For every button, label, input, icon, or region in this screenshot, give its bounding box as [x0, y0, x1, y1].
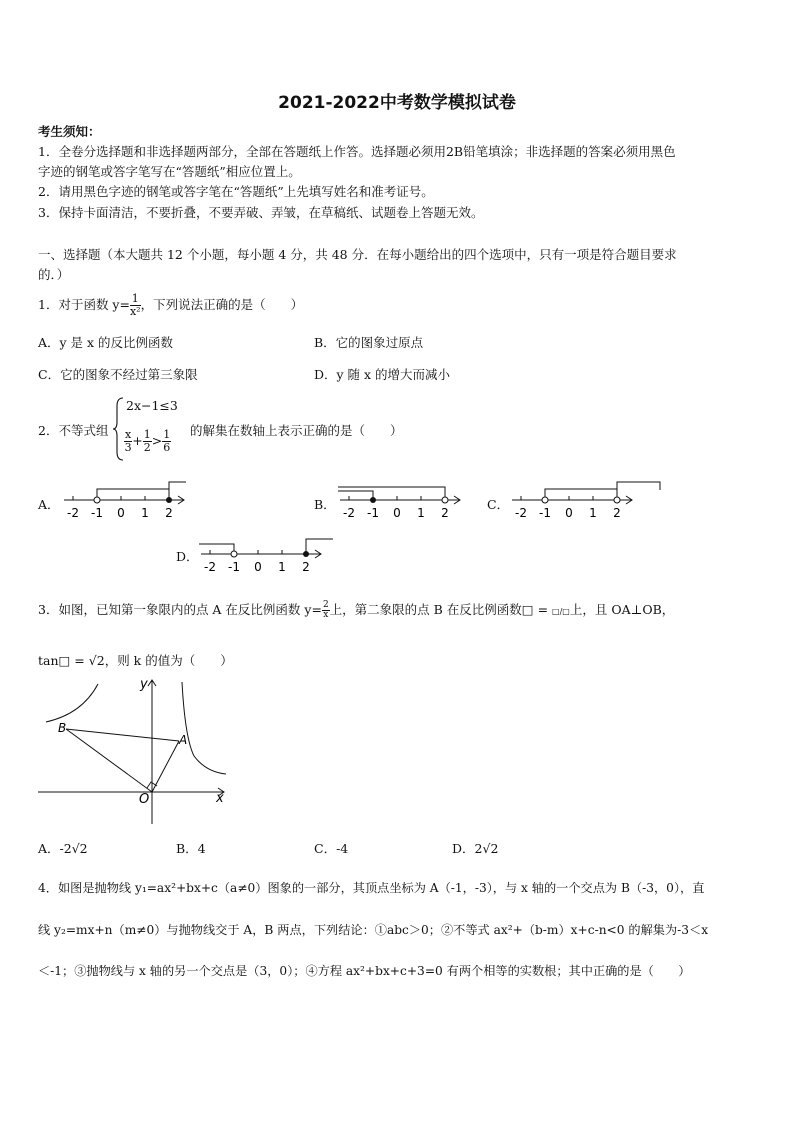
q1-prefix: 1．对于函数 y= — [38, 297, 130, 312]
q3-option-a[interactable]: A．-2√2 — [38, 841, 88, 856]
tick-label: 0 — [117, 506, 125, 520]
tick-label: -2 — [343, 506, 355, 520]
tick-label: -1 — [91, 506, 103, 520]
q1-fraction: $\frac{1}{\text{x²}}$ — [129, 292, 141, 318]
tick-label: -1 — [539, 506, 551, 520]
question-1-stem — [38, 288, 303, 322]
q2-frac-3: $\frac{1}{6}$ — [163, 428, 171, 454]
tick-label: 0 — [254, 560, 262, 574]
tick-label: -2 — [515, 506, 527, 520]
q2-option-a-label[interactable]: A． — [38, 497, 60, 512]
q3-option-b[interactable]: B．4 — [176, 841, 206, 856]
q2-option-b-number-line[interactable] — [336, 478, 466, 522]
question-4-line-1: 4．如图是抛物线 y₁=ax²+bx+c（a≠0）图象的一部分，其顶点坐标为 A（-1，-3），与 x 轴的一个交点为 B（-3，0），直 — [38, 881, 705, 895]
q1-option-c[interactable]: C．它的图象不经过第三象限 — [38, 367, 198, 382]
q3-option-c[interactable]: C．-4 — [314, 841, 349, 856]
point-b-label: B — [58, 721, 67, 735]
q2-frac-2: $\frac{1}{2}$ — [143, 428, 151, 454]
origin-label: O — [139, 792, 150, 807]
tick-label: 2 — [441, 506, 449, 520]
q2-option-c-number-line[interactable] — [508, 478, 663, 522]
q1-option-a[interactable]: A．y 是 x 的反比例函数 — [38, 335, 174, 350]
tick-label: 0 — [565, 506, 573, 520]
q2-frac-1: $\frac{x}{3}$ — [124, 428, 132, 454]
tick-label: -1 — [228, 560, 240, 574]
tick-label: 2 — [613, 506, 621, 520]
question-4-line-3: ＜-1；③抛物线与 x 轴的另一个交点是（3，0）；④方程 ax²+bx+c+3=0 有两个相等的实数根；其中正确的是（ ） — [38, 964, 691, 978]
tick-label: -2 — [204, 560, 216, 574]
section-heading-line-2: 的．） — [38, 267, 70, 282]
q2-option-c-label[interactable]: C． — [487, 497, 510, 512]
tick-label: 0 — [393, 506, 401, 520]
tick-label: 2 — [302, 560, 310, 574]
q1-suffix: ，下列说法正确的是（ ） — [140, 297, 304, 312]
notice-line-1b: 字迹的钢笔或答字笔写在“答题纸”相应位置上。 — [38, 164, 301, 179]
question-4-line-2: 线 y₂=mx+n（m≠0）与抛物线交于 A，B 两点，下列结论：①abc＞0；②不等式 ax²+（b-m）x+c-n<0 的解集为-3＜x — [38, 923, 709, 937]
section-heading-line-1: 一、选择题（本大题共 12 个小题，每小题 4 分，共 48 分．在每小题给出的四个选项中，只有一项是符合题目要求 — [38, 247, 677, 262]
y-axis-label: y — [140, 677, 148, 692]
q2-option-b-label[interactable]: B． — [314, 497, 336, 512]
notice-heading: 考生须知： — [38, 124, 101, 139]
page-title: 2021-2022中考数学模拟试卷 — [278, 93, 516, 113]
curve-second-quadrant — [46, 684, 98, 722]
question-3-stem-line-2: tan□ = √2，则 k 的值为（ ） — [38, 653, 233, 668]
tick-label: -2 — [67, 506, 79, 520]
notice-line-2: 2．请用黑色字迹的钢笔或答字笔在“答题纸”上先填写姓名和准考证号。 — [38, 184, 434, 199]
q2-option-d-number-line[interactable] — [197, 532, 337, 576]
notice-line-3: 3．保持卡面清洁，不要折叠，不要弄破、弄皱，在草稿纸、试题卷上答题无效。 — [38, 205, 484, 220]
q3-fraction: $\frac{2}{x}$ — [322, 600, 329, 620]
tick-label: 1 — [589, 506, 597, 520]
q2-option-a-number-line[interactable] — [60, 478, 190, 522]
sqrt-2: √2 — [88, 653, 105, 668]
notice-line-1a: 1．全卷分选择题和非选择题两部分，全部在答题纸上作答。选择题必须用2B铅笔填涂；非选择题的答案必须用黑色 — [38, 144, 676, 159]
curve-first-quadrant — [182, 682, 226, 774]
q3-option-d[interactable]: D．2√2 — [452, 841, 499, 856]
tick-label: 1 — [278, 560, 286, 574]
tick-label: 1 — [417, 506, 425, 520]
q2-option-d-label[interactable]: D． — [176, 549, 199, 564]
question-3-stem-line-1: 3．如图，已知第一象限内的点 A 在反比例函数 y= $\frac{2}{x}$ 上，第二象限的点 B 在反比例函数□ = □/□上，且 OA⊥OB， — [38, 600, 675, 620]
tick-label: 1 — [141, 506, 149, 520]
q3-figure — [36, 674, 230, 826]
point-a-label: A — [179, 733, 188, 747]
q2-inequality-2: $\frac{x}{3}$ + $\frac{1}{2}$ > $\frac{1}{6}$ — [124, 428, 171, 454]
tick-label: 2 — [165, 506, 173, 520]
q2-suffix: 的解集在数轴上表示正确的是（ ） — [190, 423, 403, 438]
q2-inequality-1: 2x−1≤3 — [126, 398, 178, 413]
q1-option-b[interactable]: B．它的图象过原点 — [314, 335, 424, 350]
x-axis-label: x — [216, 791, 224, 806]
q1-option-d[interactable]: D．y 随 x 的增大而减小 — [314, 367, 451, 382]
q2-prefix: 2．不等式组 — [38, 423, 109, 438]
tick-label: -1 — [367, 506, 379, 520]
